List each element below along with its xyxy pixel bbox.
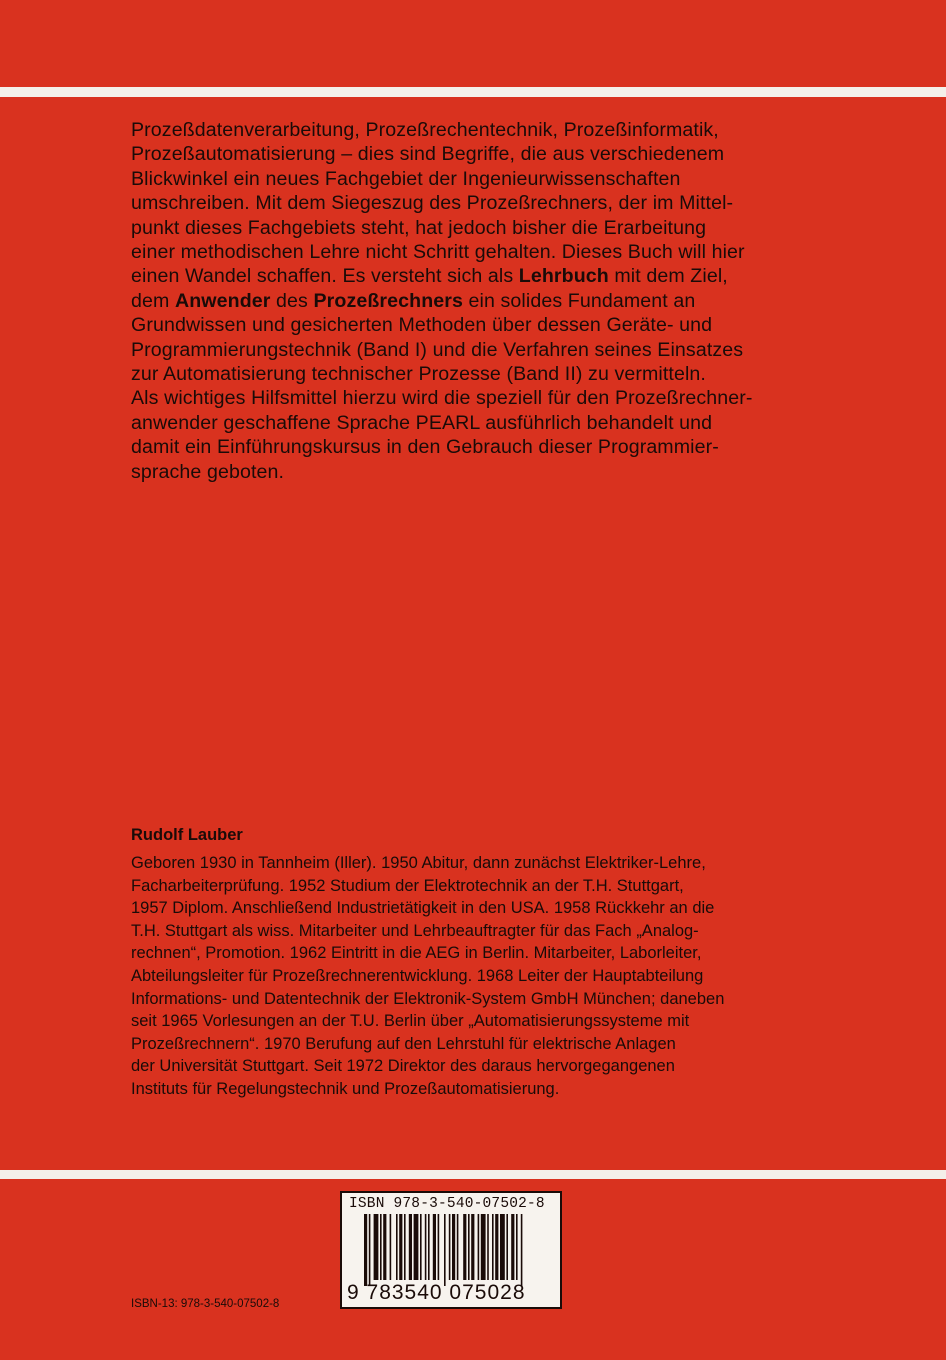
barcode-bar xyxy=(452,1214,455,1280)
barcode-bar xyxy=(425,1214,427,1280)
barcode-bar xyxy=(399,1214,402,1280)
blurb-emphasis-lehrbuch: Lehrbuch xyxy=(518,265,609,288)
barcode-bar xyxy=(457,1214,459,1280)
top-white-band xyxy=(0,87,946,97)
barcode-bar xyxy=(409,1214,412,1280)
barcode-bar xyxy=(468,1214,470,1280)
barcode-bar xyxy=(511,1214,514,1280)
barcode-bar xyxy=(506,1214,508,1280)
bio-line: T.H. Stuttgart als wiss. Mitarbeiter und Lehrbeauftragter für das Fach „Analog- xyxy=(131,921,699,940)
barcode-bar xyxy=(481,1214,486,1280)
bio-line: 1957 Diplom. Anschließend Industrietätigkeit in den USA. 1958 Rückkehr an die xyxy=(131,899,715,918)
blurb-text: des xyxy=(270,289,314,312)
blurb-line: Blickwinkel ein neues Fachgebiet der Ingenieurwissenschaften xyxy=(131,167,681,190)
barcode-bar xyxy=(433,1214,436,1280)
blurb-line: Programmierungstechnik (Band I) und die Verfahren seines Einsatzes xyxy=(131,338,744,361)
cover-blurb xyxy=(131,118,831,484)
barcode-bar xyxy=(500,1214,505,1280)
barcode-bar xyxy=(492,1214,494,1280)
author-bio xyxy=(131,852,851,1101)
bottom-white-band xyxy=(0,1170,946,1179)
barcode-bar xyxy=(516,1214,518,1280)
blurb-line: sprache geboten. xyxy=(131,460,285,483)
blurb-text: dem xyxy=(131,289,175,312)
blurb-line: punkt dieses Fachgebiets steht, hat jedoch bisher die Erarbeitung xyxy=(131,216,707,239)
bio-line: Abteilungsleiter für Prozeßrechnerentwicklung. 1968 Leiter der Hauptabteilung xyxy=(131,966,704,985)
barcode-bar xyxy=(428,1214,430,1280)
barcode-isbn-label: ISBN 978-3-540-07502-8 xyxy=(349,1196,545,1212)
barcode-bar xyxy=(438,1214,440,1280)
barcode-bar xyxy=(420,1214,422,1280)
blurb-line: einer methodischen Lehre nicht Schritt gehalten. Dieses Buch will hier xyxy=(131,241,745,264)
isbn-barcode xyxy=(340,1191,562,1309)
bio-line: Geboren 1930 in Tannheim (Iller). 1950 Abitur, dann zunächst Elektriker-Lehre, xyxy=(131,854,706,872)
barcode-bar xyxy=(369,1214,371,1286)
barcode-bar xyxy=(478,1214,480,1280)
barcode-bar xyxy=(471,1214,474,1280)
barcode-bar xyxy=(390,1214,392,1280)
blurb-emphasis-anwender: Anwender xyxy=(174,289,271,312)
author-name: Rudolf Lauber xyxy=(131,826,243,844)
blurb-line xyxy=(131,264,831,288)
blurb-line: Als wichtiges Hilfsmittel hierzu wird die speziell für den Prozeßrechner- xyxy=(131,387,753,410)
blurb-line: Grundwissen und gesicherten Methoden über dessen Geräte- und xyxy=(131,314,713,337)
barcode-bar xyxy=(463,1214,466,1280)
blurb-text: ein solides Fundament an xyxy=(463,289,696,312)
barcode-bar xyxy=(380,1214,382,1280)
bio-line: seit 1965 Vorlesungen an der T.U. Berlin über „Automatisierungssysteme mit xyxy=(131,1012,690,1031)
barcode-bar xyxy=(449,1214,451,1280)
author-section xyxy=(131,824,851,1101)
blurb-emphasis-prozessrechners: Prozeßrechners xyxy=(313,289,463,312)
barcode-bar xyxy=(396,1214,398,1280)
bio-line: rechnen“, Promotion. 1962 Eintritt in die AEG in Berlin. Mitarbeiter, Laborleiter, xyxy=(131,944,702,963)
isbn13-text: ISBN-13: 978-3-540-07502-8 xyxy=(131,1298,280,1310)
blurb-line: umschreiben. Mit dem Siegeszug des Prozeßrechners, der im Mittel- xyxy=(131,192,734,215)
bio-line: Prozeßrechnern“. 1970 Berufung auf den Lehrstuhl für elektrische Anlagen xyxy=(131,1034,676,1053)
barcode-bar xyxy=(404,1214,406,1280)
blurb-text: einen Wandel schaffen. Es versteht sich als xyxy=(131,265,519,288)
barcode-bar xyxy=(383,1214,386,1280)
bio-line: der Universität Stuttgart. Seit 1972 Direktor des daraus hervorgegangenen xyxy=(131,1057,675,1076)
blurb-line: anwender geschaffene Sprache PEARL ausführlich behandelt und xyxy=(131,411,713,434)
blurb-line: Prozeßdatenverarbeitung, Prozeßrechentechnik, Prozeßinformatik, xyxy=(131,119,719,141)
barcode-bar xyxy=(487,1214,489,1280)
blurb-line xyxy=(131,289,831,313)
blurb-line: zur Automatisierung technischer Prozesse (Band II) zu vermitteln. xyxy=(131,363,706,386)
bio-line: Instituts für Regelungstechnik und Prozeßautomatisierung. xyxy=(131,1079,560,1098)
barcode-bar xyxy=(374,1214,379,1280)
barcode-bar xyxy=(444,1214,446,1286)
bio-line: Informations- und Datentechnik der Elektronik-System GmbH München; daneben xyxy=(131,989,725,1008)
blurb-line: Prozeßautomatisierung – dies sind Begriffe, die aus verschiedenem xyxy=(131,143,725,166)
barcode-digits: 9 783540 075028 xyxy=(347,1281,526,1304)
barcode-bar xyxy=(414,1214,419,1280)
bio-line: Facharbeiterprüfung. 1952 Studium der Elektrotechnik an der T.H. Stuttgart, xyxy=(131,876,684,895)
blurb-text: mit dem Ziel, xyxy=(608,265,728,288)
blurb-line: damit ein Einführungskursus in den Gebrauch dieser Programmier- xyxy=(131,436,719,459)
barcode-bar xyxy=(495,1214,498,1280)
barcode-bar xyxy=(364,1214,367,1286)
barcode-bar xyxy=(521,1214,523,1286)
